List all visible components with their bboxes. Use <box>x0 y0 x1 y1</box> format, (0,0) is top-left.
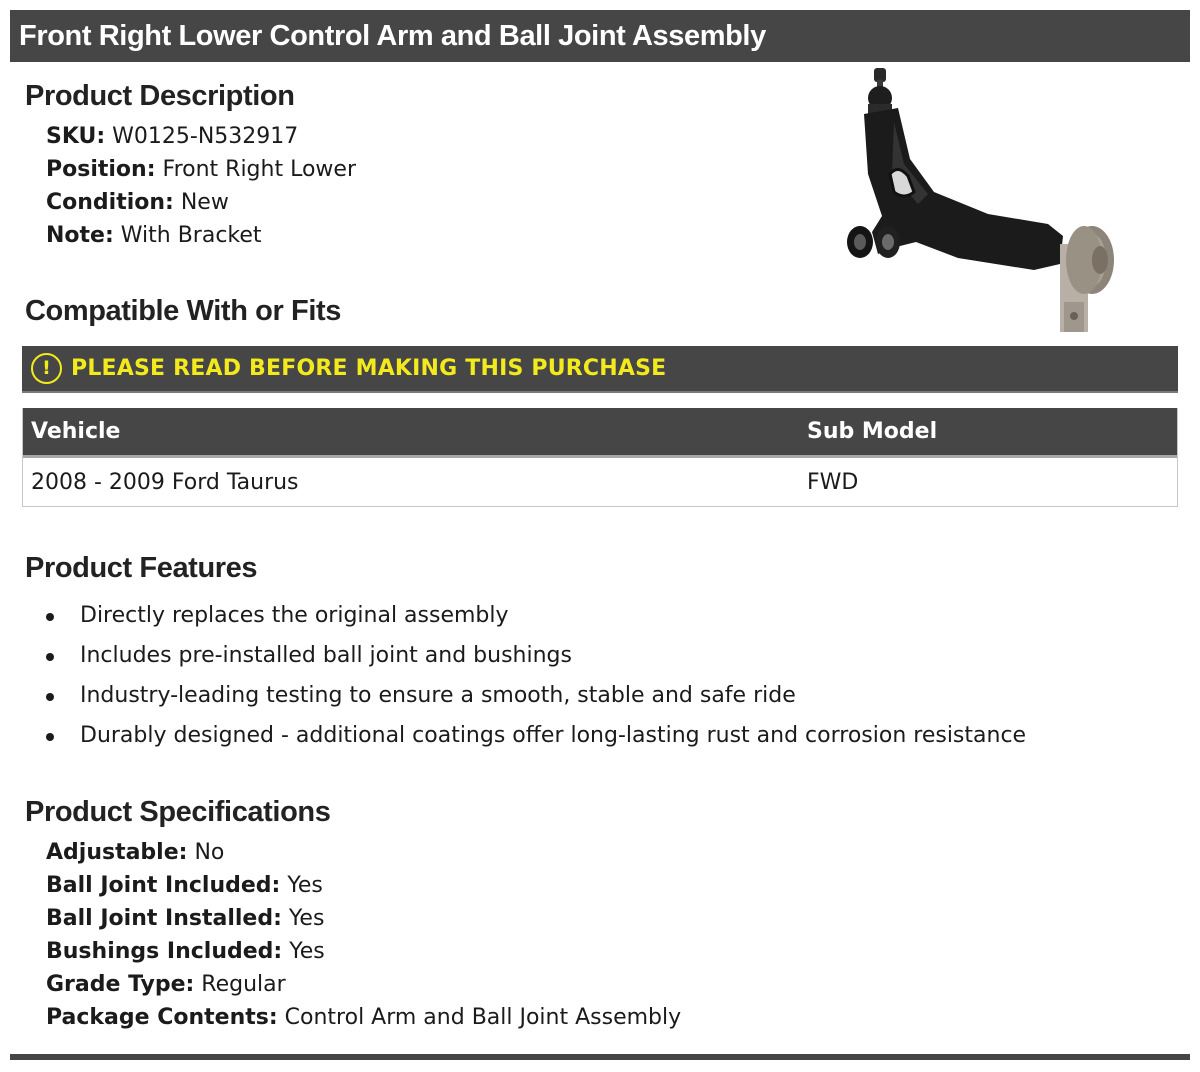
spec-row-adjustable <box>46 836 224 869</box>
spec-value: Front Right Lower <box>162 157 356 182</box>
footer-divider <box>10 1054 1190 1060</box>
spec-key: SKU: <box>46 124 106 149</box>
column-header-sub-model: Sub Model <box>807 419 938 444</box>
spec-value: W0125-N532917 <box>112 124 299 149</box>
spec-key: Note: <box>46 223 114 248</box>
warning-icon: ! <box>31 353 62 384</box>
spec-key: Grade Type: <box>46 972 195 997</box>
spec-row-grade-type <box>46 968 286 1001</box>
spec-row-note <box>46 219 262 252</box>
purchase-warning-banner <box>22 346 1178 393</box>
spec-value: Yes <box>288 906 325 931</box>
warning-text: PLEASE READ BEFORE MAKING THIS PURCHASE <box>71 356 667 381</box>
spec-key: Adjustable: <box>46 840 188 865</box>
spec-row-ball-joint-installed <box>46 902 324 935</box>
vehicle-cell: 2008 - 2009 Ford Taurus <box>31 469 299 495</box>
list-item: Directly replaces the original assembly <box>44 596 1026 636</box>
spec-row-sku <box>46 120 298 153</box>
spec-value: Regular <box>201 972 286 997</box>
compatibility-heading: Compatible With or Fits <box>25 295 341 327</box>
spec-row-bushings-included <box>46 935 325 968</box>
list-item: Industry-leading testing to ensure a smooth, stable and safe ride <box>44 676 1026 716</box>
spec-key: Position: <box>46 157 156 182</box>
spec-key: Ball Joint Included: <box>46 873 281 898</box>
spec-value: Yes <box>289 939 325 964</box>
spec-value: Yes <box>287 873 323 898</box>
spec-value: No <box>194 840 225 865</box>
features-list <box>44 596 1026 756</box>
fitment-table <box>22 408 1178 507</box>
list-item: Includes pre-installed ball joint and bushings <box>44 636 1026 676</box>
spec-key: Condition: <box>46 190 174 215</box>
table-row <box>23 458 1177 506</box>
table-header <box>23 408 1177 458</box>
spec-key: Bushings Included: <box>46 939 283 964</box>
spec-row-package-contents <box>46 1001 681 1034</box>
spec-key: Ball Joint Installed: <box>46 906 282 931</box>
spec-value: With Bracket <box>120 223 262 248</box>
control-arm-product-image <box>838 64 1128 342</box>
product-specifications-heading: Product Specifications <box>25 796 331 828</box>
spec-row-condition <box>46 186 229 219</box>
page-title: Front Right Lower Control Arm and Ball Joint Assembly <box>10 10 1190 62</box>
spec-row-position <box>46 153 356 186</box>
spec-value: Control Arm and Ball Joint Assembly <box>284 1005 682 1030</box>
sub-model-cell: FWD <box>807 469 859 495</box>
spec-key: Package Contents: <box>46 1005 278 1030</box>
spec-row-ball-joint-included <box>46 869 323 902</box>
spec-value: New <box>180 190 229 215</box>
list-item: Durably designed - additional coatings offer long-lasting rust and corrosion resistance <box>44 716 1026 756</box>
product-features-heading: Product Features <box>25 552 258 584</box>
product-description-heading: Product Description <box>25 80 295 112</box>
column-header-vehicle: Vehicle <box>31 419 121 444</box>
